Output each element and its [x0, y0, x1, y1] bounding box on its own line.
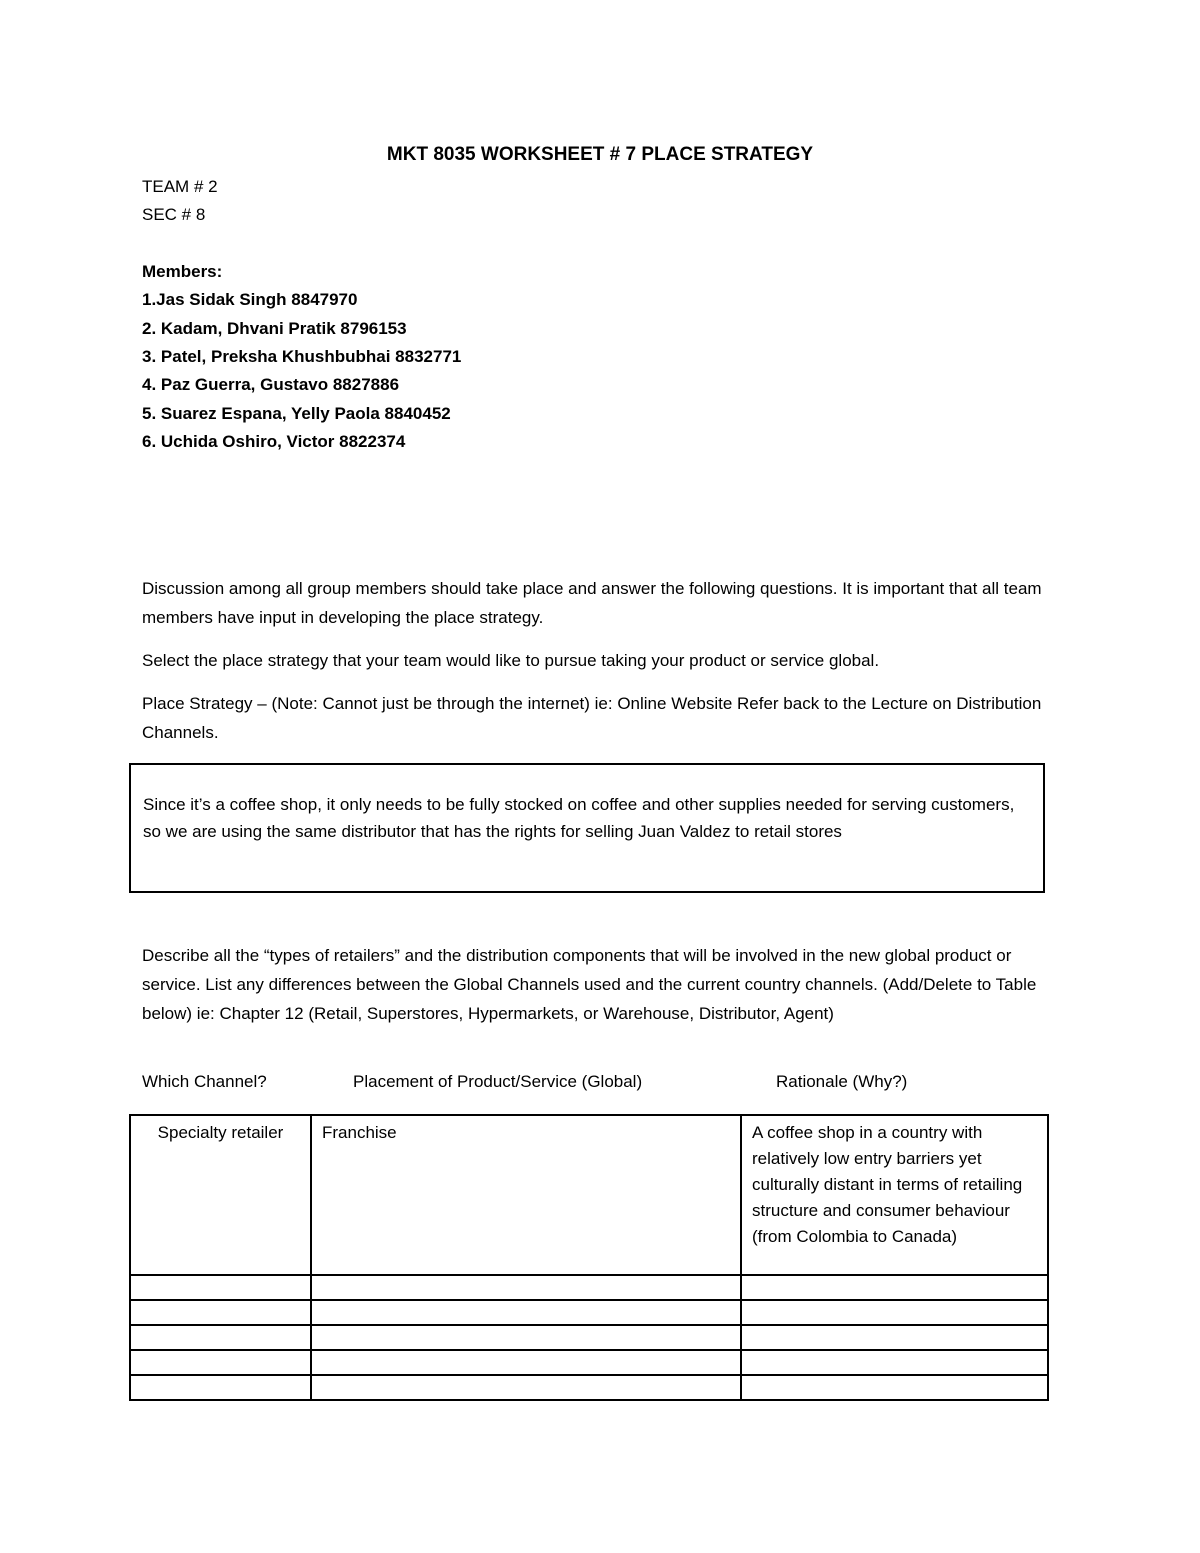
channel-cell — [130, 1300, 311, 1325]
header-placement: Placement of Product/Service (Global) — [353, 1072, 643, 1091]
rationale-cell — [741, 1300, 1048, 1325]
table-row — [130, 1350, 1048, 1375]
member-item: 2. Kadam, Dhvani Pratik 8796153 — [142, 319, 407, 338]
rationale-cell — [741, 1275, 1048, 1300]
place-strategy-answer-box — [129, 763, 1045, 893]
member-item: 4. Paz Guerra, Gustavo 8827886 — [142, 375, 400, 394]
rationale-cell — [741, 1325, 1048, 1350]
rationale-cell — [741, 1350, 1048, 1375]
channel-cell: Specialty retailer — [130, 1115, 311, 1275]
channel-cell — [130, 1325, 311, 1350]
placement-cell — [311, 1325, 741, 1350]
worksheet-title: MKT 8035 WORKSHEET # 7 PLACE STRATEGY — [386, 144, 814, 165]
channels-table — [129, 1114, 1049, 1401]
select-instructions: Select the place strategy that your team would like to pursue taking your product or service global. — [142, 651, 880, 670]
placement-cell — [311, 1275, 741, 1300]
placement-cell — [311, 1300, 741, 1325]
table-row — [130, 1325, 1048, 1350]
header-which-channel: Which Channel? — [142, 1072, 267, 1091]
table-row — [130, 1275, 1048, 1300]
member-item: 3. Patel, Preksha Khushbubhai 8832771 — [142, 347, 462, 366]
team-number: TEAM # 2 — [142, 177, 218, 196]
section-number: SEC # 8 — [142, 205, 206, 224]
table-row — [130, 1115, 1048, 1275]
placement-cell — [311, 1350, 741, 1375]
table-row — [130, 1375, 1048, 1400]
place-strategy-answer: Since it’s a coffee shop, it only needs to be fully stocked on coffee and other supplies needed for serving customers, so we are using the same distributor that has the rights for selling Juan Valdez to retail stores — [143, 795, 1015, 841]
rationale-cell — [741, 1375, 1048, 1400]
rationale-cell: A coffee shop in a country with relatively low entry barriers yet culturally distant in terms of retailing structure and consumer behaviour (from Colombia to Canada) — [741, 1115, 1048, 1275]
members-heading: Members: — [142, 262, 223, 281]
channel-cell — [130, 1275, 311, 1300]
describe-instructions: Describe all the “types of retailers” and the distribution components that will be involved in the new global product or service. List any differences between the Global Channels used and the current country channels. (Add/Delete to Table below) ie: Chapter 12 (Retail, Superstores, Hypermarkets, or Warehouse, Distributor, Agent) — [142, 946, 1037, 1023]
place-strategy-instructions: Place Strategy – (Note: Cannot just be through the internet) ie: Online Website Refer back to the Lecture on Distribution Channels. — [142, 694, 1042, 742]
header-rationale: Rationale (Why?) — [776, 1072, 908, 1091]
channel-cell — [130, 1350, 311, 1375]
placement-cell — [311, 1375, 741, 1400]
member-item: 5. Suarez Espana, Yelly Paola 8840452 — [142, 404, 451, 423]
placement-cell: Franchise — [311, 1115, 741, 1275]
channel-cell — [130, 1375, 311, 1400]
table-row — [130, 1300, 1048, 1325]
discussion-instructions: Discussion among all group members should take place and answer the following questions. It is important that all team members have input in developing the place strategy. — [142, 579, 1042, 627]
member-item: 1.Jas Sidak Singh 8847970 — [142, 290, 358, 309]
member-item: 6. Uchida Oshiro, Victor 8822374 — [142, 432, 406, 451]
